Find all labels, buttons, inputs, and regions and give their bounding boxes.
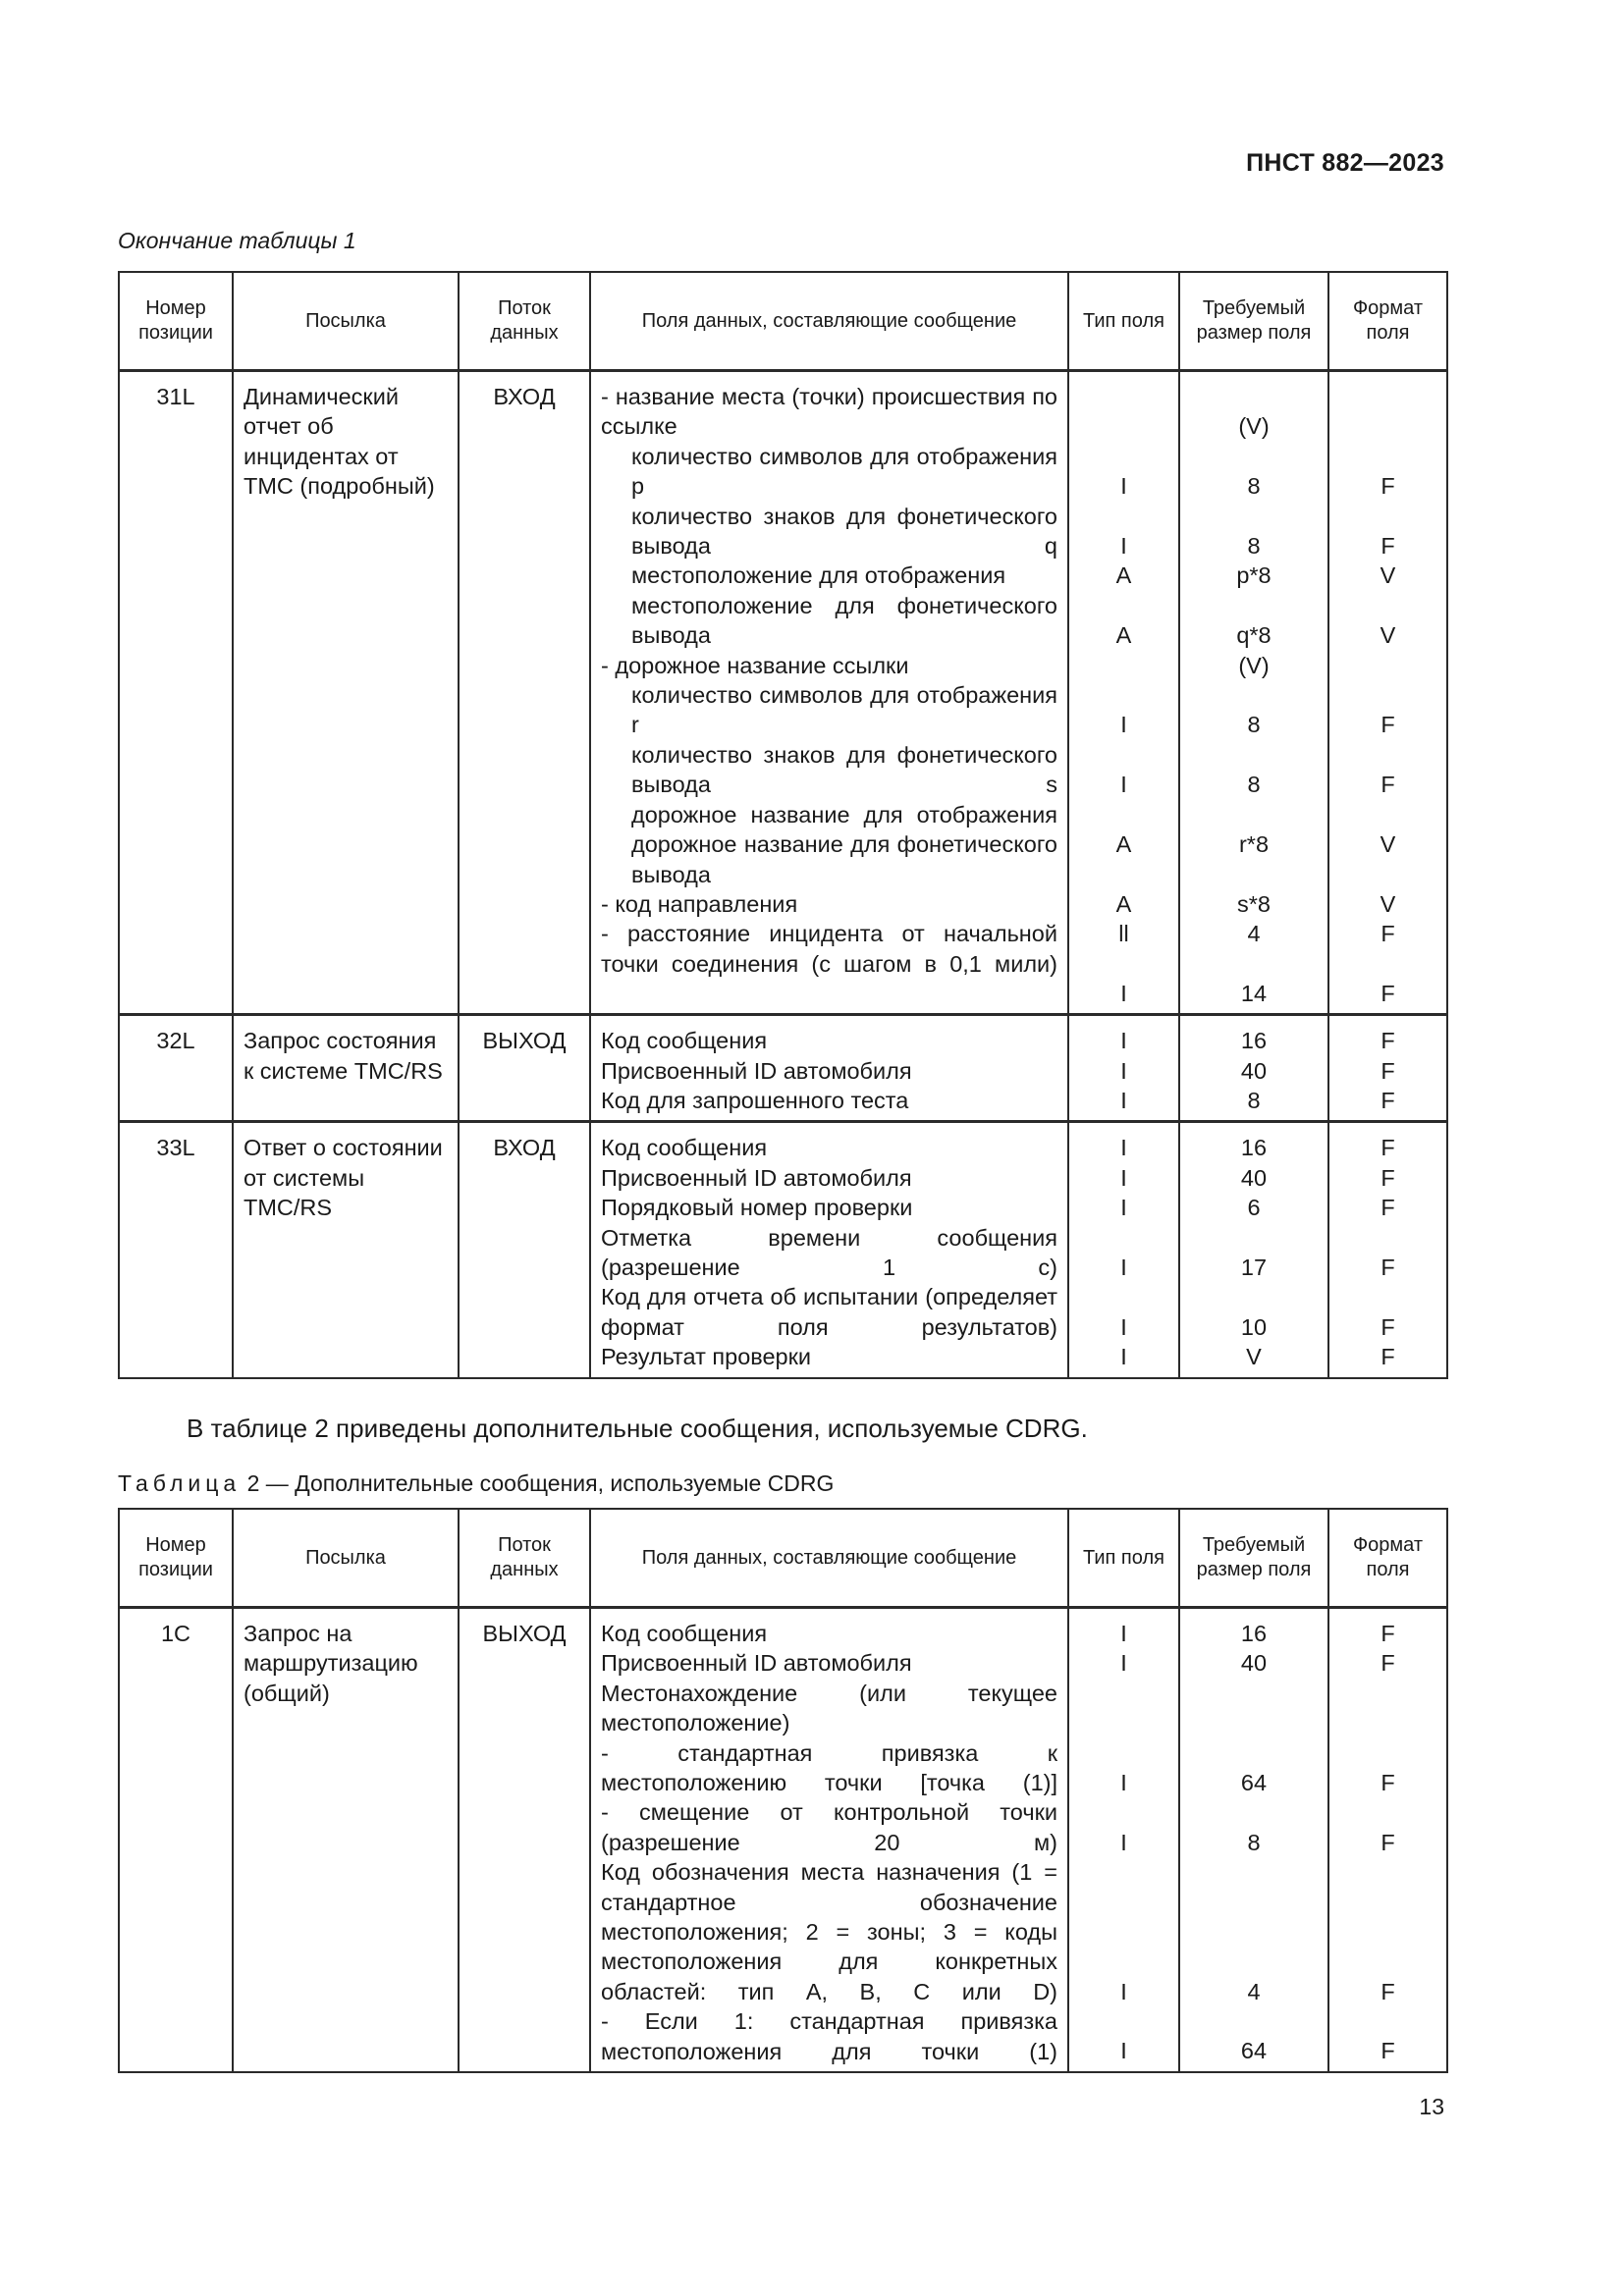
field-text: Код сообщения [601,1621,768,1646]
field-text: - стандартная привязка к местоположению точки [точка (1)] [601,1739,1057,1796]
field-text: Отметка времени сообщения (разрешение 1 с) [601,1224,1057,1281]
field-text: Код сообщения [601,1028,768,1054]
cell-fields [590,1015,1068,1122]
format-value: F [1380,1057,1395,1084]
type-value: I [1120,473,1127,500]
cell-size [1179,371,1328,1015]
size-value: s*8 [1237,890,1271,917]
cell-message: Динамический отчет об инцидентах от TMC (подробный) [233,371,459,1015]
format-value: F [1380,1344,1395,1370]
table-row [119,1015,1447,1122]
col-header-type: Тип поля [1068,272,1179,371]
col-header-format: Формат поля [1328,1509,1447,1608]
col-header-message: Посылка [233,272,459,371]
format-value: F [1380,1028,1395,1054]
type-value: I [1120,712,1127,738]
format-value: F [1380,1769,1395,1795]
size-value: 40 [1240,1057,1268,1084]
field-text: Код обозначения места назначения (1 = стандартное обозначение местоположения; 2 = зоны; 3 = коды местоположения для конкретных областей: тип A, B, C или D) [601,1859,1057,2004]
format-value: F [1380,980,1395,1006]
cell-position: 32L [119,1015,233,1122]
col-header-flow: Поток данных [459,272,590,371]
type-value: I [1120,1313,1127,1340]
format-value: V [1380,562,1396,589]
field-text: дорожное название для фонетического вывода [631,831,1057,887]
size-value: (V) [1238,413,1270,440]
format-value: F [1380,1829,1395,1855]
size-value: 16 [1240,1135,1268,1161]
cell-type [1068,1608,1179,2073]
col-header-size: Требуемый размер поля [1179,272,1328,371]
size-value: 16 [1240,1028,1268,1054]
size-value: q*8 [1236,622,1272,649]
col-header-format: Формат поля [1328,272,1447,371]
size-value: V [1246,1344,1262,1370]
cell-message: Ответ о состоянии от системы TMC/RS [233,1122,459,1378]
format-value: F [1380,473,1395,500]
size-value: 8 [1247,712,1261,738]
cell-fields [590,1608,1068,2073]
type-value: I [1120,1621,1127,1646]
cell-format [1328,1122,1447,1378]
table-row [119,1608,1447,2073]
type-value: I [1120,1254,1127,1280]
cell-flow: ВЫХОД [459,1608,590,2073]
type-value: I [1120,772,1127,798]
field-text: - расстояние инцидента от начальной точки соединения (с шагом в 0,1 мили) [601,921,1057,977]
format-value: F [1380,1650,1395,1677]
type-value: A [1115,562,1132,589]
type-value: I [1120,1028,1127,1054]
col-header-position: Номер позиции [119,1509,233,1608]
type-value: I [1120,2038,1127,2064]
table-header-row [119,1509,1447,1608]
size-value: 16 [1240,1621,1268,1646]
size-value: 8 [1247,1829,1261,1855]
cell-format [1328,1015,1447,1122]
type-value: I [1120,1829,1127,1855]
format-value: F [1380,712,1395,738]
format-value: F [1380,1978,1395,2004]
cell-size [1179,1608,1328,2073]
size-value: p*8 [1236,562,1272,589]
table-1 [118,271,1448,1379]
table-2-title [118,1470,834,1497]
size-value: 8 [1247,532,1261,559]
format-value: V [1380,830,1396,857]
format-value: F [1380,1621,1395,1646]
cell-format [1328,1608,1447,2073]
type-value: I [1120,980,1127,1006]
table-row [119,371,1447,1015]
format-value: F [1380,1164,1395,1191]
col-header-size: Требуемый размер поля [1179,1509,1328,1608]
size-value: 4 [1247,1978,1261,2004]
type-value: A [1115,622,1132,649]
field-text: местоположение для отображения [631,562,1006,589]
format-value: F [1380,772,1395,798]
field-text: Результат проверки [601,1344,812,1370]
field-text: количество знаков для фонетического вывода q [631,503,1057,560]
field-text: Код для запрошенного теста [601,1088,909,1114]
field-text: - название места (точки) происшествия по ссылке [601,384,1057,440]
field-text: Местонахождение (или текущее местоположение) [601,1680,1057,1736]
size-value: 4 [1247,921,1261,947]
field-text: количество знаков для фонетического вывода s [631,741,1057,798]
format-value: F [1380,1195,1395,1221]
field-text: количество символов для отображения r [631,682,1057,738]
size-value: 10 [1240,1313,1268,1340]
type-value: A [1115,830,1132,857]
cell-position: 31L [119,371,233,1015]
field-text: - дорожное название ссылки [601,652,909,678]
type-value: I [1120,1195,1127,1221]
table-header-row [119,272,1447,371]
table-2 [118,1508,1448,2073]
format-value: F [1380,2038,1395,2064]
field-text: Код для отчета об испытании (определяет формат поля результатов) [601,1284,1057,1340]
type-value: I [1120,1650,1127,1677]
type-value: I [1120,532,1127,559]
format-value: F [1380,1087,1395,1113]
table-2-title-word: Таблица [118,1470,242,1496]
size-value: 17 [1240,1254,1268,1280]
cell-flow: ВХОД [459,371,590,1015]
field-text: Код сообщения [601,1135,768,1161]
field-text: местоположение для фонетического вывода [631,592,1057,649]
format-value: V [1380,622,1396,649]
cell-message: Запрос на маршрутизацию (общий) [233,1608,459,2073]
cell-message: Запрос состояния к системе TMC/RS [233,1015,459,1122]
type-value: I [1120,1135,1127,1161]
type-value: I [1120,1057,1127,1084]
field-text: - смещение от контрольной точки (разрешение 20 м) [601,1799,1057,1855]
cell-size [1179,1015,1328,1122]
field-text: количество символов для отображения p [631,443,1057,500]
cell-position: 1C [119,1608,233,2073]
col-header-fields: Поля данных, составляющие сообщение [590,272,1068,371]
size-value: 40 [1240,1164,1268,1191]
cell-flow: ВЫХОД [459,1015,590,1122]
cell-type [1068,1122,1179,1378]
size-value: 8 [1247,772,1261,798]
cell-size [1179,1122,1328,1378]
table-2-title-text: 2 — Дополнительные сообщения, используемые CDRG [246,1470,835,1496]
col-header-message: Посылка [233,1509,459,1608]
field-text: Присвоенный ID автомобиля [601,1057,912,1084]
cell-fields [590,1122,1068,1378]
field-text: Порядковый номер проверки [601,1195,913,1221]
page-number: 13 [1419,2094,1444,2119]
format-value: F [1380,532,1395,559]
cell-fields [590,371,1068,1015]
size-value: 64 [1240,2038,1268,2064]
size-value: 64 [1240,1769,1268,1795]
type-value: I [1120,1978,1127,2004]
body-paragraph: В таблице 2 приведены дополнительные сообщения, используемые CDRG. [187,1414,1088,1443]
table-continuation-caption: Окончание таблицы 1 [118,228,356,253]
format-value: V [1380,890,1396,917]
cell-format [1328,371,1447,1015]
type-value: I [1120,1087,1127,1113]
size-value: 8 [1247,1087,1261,1113]
format-value: F [1380,1135,1395,1161]
type-value: I [1120,1344,1127,1370]
size-value: 8 [1247,473,1261,500]
col-header-fields: Поля данных, составляющие сообщение [590,1509,1068,1608]
field-text: Присвоенный ID автомобиля [601,1650,912,1677]
cell-type [1068,1015,1179,1122]
col-header-type: Тип поля [1068,1509,1179,1608]
size-value: (V) [1238,652,1270,678]
size-value: 6 [1247,1195,1261,1221]
format-value: F [1380,1313,1395,1340]
field-text: - код направления [601,890,798,917]
type-value: I [1120,1164,1127,1191]
cell-position: 33L [119,1122,233,1378]
table-row [119,1122,1447,1378]
size-value: 14 [1240,980,1268,1006]
field-text: дорожное название для отображения [631,801,1057,828]
format-value: F [1380,921,1395,947]
type-value: A [1115,890,1132,917]
format-value: F [1380,1254,1395,1280]
type-value: ll [1118,921,1129,947]
col-header-position: Номер позиции [119,272,233,371]
type-value: I [1120,1769,1127,1795]
size-value: 40 [1240,1650,1268,1677]
field-text: Присвоенный ID автомобиля [601,1164,912,1191]
cell-type [1068,371,1179,1015]
col-header-flow: Поток данных [459,1509,590,1608]
size-value: r*8 [1238,830,1270,857]
field-text: - Если 1: стандартная привязка местоположения для точки (1) [601,2008,1057,2064]
cell-flow: ВХОД [459,1122,590,1378]
document-code: ПНСТ 882—2023 [1246,149,1444,177]
